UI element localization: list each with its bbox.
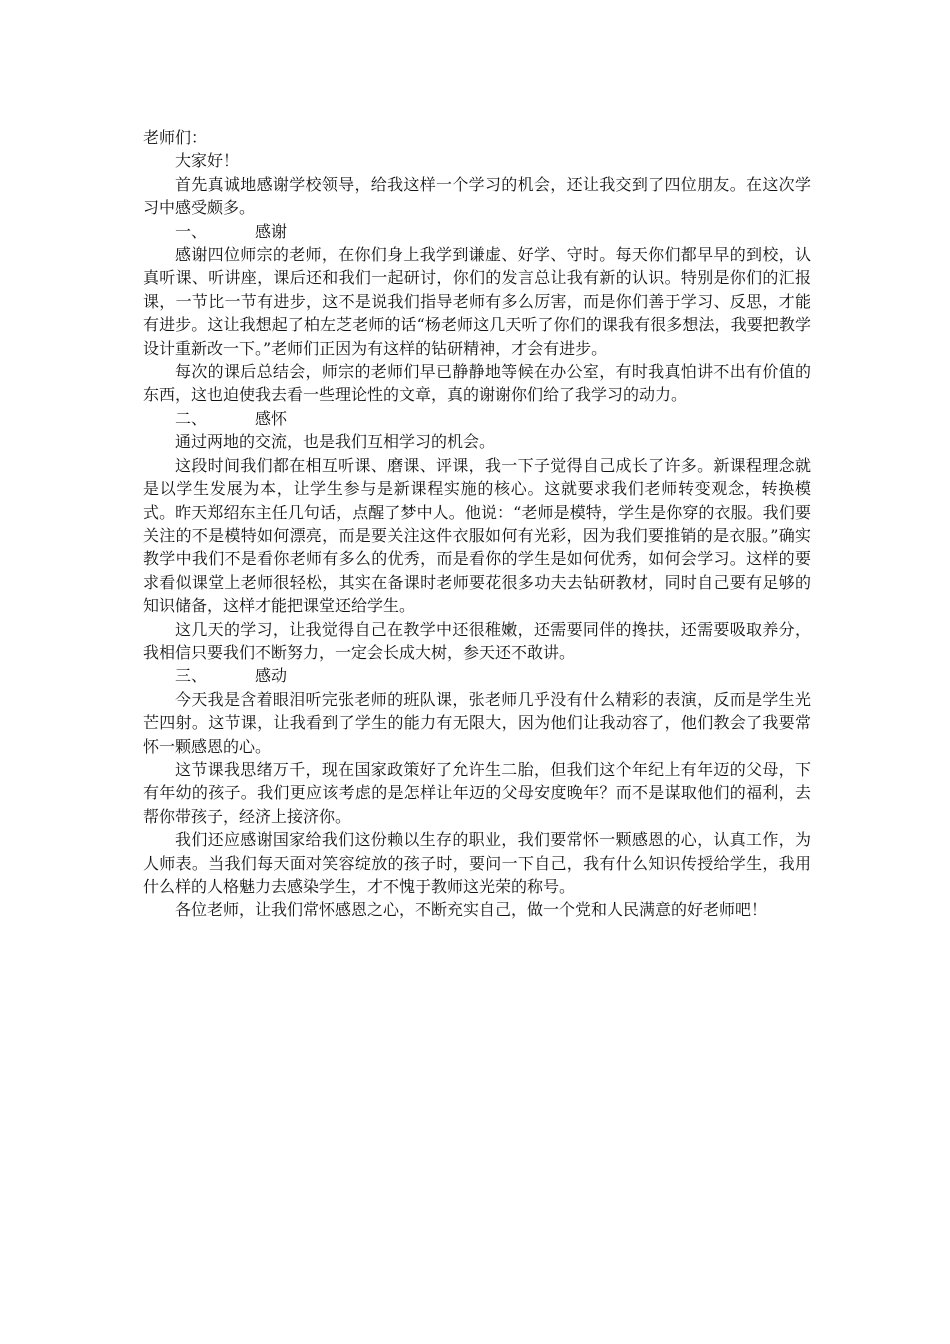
section-number: 二、 — [175, 408, 208, 428]
section-heading-2 — [143, 407, 811, 430]
section-heading-1 — [143, 220, 811, 243]
salutation: 老师们： — [143, 128, 208, 147]
paragraph: 今天我是含着眼泪听完张老师的班队课，张老师几乎没有什么精彩的表演，反而是学生光芒四射。这节课，让我看到了学生的能力有无限大，因为他们让我动容了，他们教会了我要常怀一颗感恩的心。 — [143, 689, 811, 756]
paragraph: 这几天的学习，让我觉得自己在教学中还很稚嫩，还需要同伴的搀扶，还需要吸取养分，我相信只要我们不断努力，一定会长成大树，参天还不敢讲。 — [143, 619, 811, 662]
paragraph: 每次的课后总结会，师宗的老师们早已静静地等候在办公室，有时我真怕讲不出有价值的东西，这也迫使我去看一些理论性的文章，真的谢谢你们给了我学习的动力。 — [143, 362, 811, 405]
section-title: 感谢 — [255, 221, 288, 241]
section-heading-3 — [143, 664, 811, 687]
paragraph: 这段时间我们都在相互听课、磨课、评课，我一下子觉得自己成长了许多。新课程理念就是以学生发展为本，让学生参与是新课程实施的核心。这就要求我们老师转变观念，转换模式。昨天郑绍东主任几句话，点醒了梦中人。他说：“老师是模特，学生是你穿的衣服。我们要关注的不是模特如何漂亮，而是要关注这件衣服如何有光彩，因为我们要推销的是衣服。”确实教学中我们不是看你老师有多么的优秀，而是看你的学生是如何优秀，如何会学习。这样的要求看似课堂上老师很轻松，其实在备课时老师要花很多功夫去钻研教材，同时自己要有足够的知识储备，这样才能把课堂还给学生。 — [143, 455, 811, 616]
section-number: 一、 — [175, 221, 208, 241]
document-page — [143, 126, 811, 922]
greeting: 大家好！ — [175, 151, 240, 171]
paragraph: 感谢四位师宗的老师，在你们身上我学到谦虚、好学、守时。每天你们都早早的到校，认真听课、听讲座，课后还和我们一起研讨，你们的发言总让我有新的认识。特别是你们的汇报课，一节比一节有进步，这不是说我们指导老师有多么厉害，而是你们善于学习、反思，才能有进步。这让我想起了柏左芝老师的话“杨老师这几天听了你们的课我有很多想法，我要把教学设计重新改一下。”老师们正因为有这样的钻研精神，才会有进步。 — [143, 245, 811, 358]
section-number: 三、 — [175, 666, 208, 686]
paragraph: 我们还应感谢国家给我们这份赖以生存的职业，我们要常怀一颗感恩的心，认真工作，为人师表。当我们每天面对笑容绽放的孩子时，要问一下自己，我有什么知识传授给学生，我用什么样的人格魅力去感染学生，才不愧于教师这光荣的称号。 — [143, 830, 811, 896]
paragraph: 通过两地的交流，也是我们互相学习的机会。 — [175, 432, 496, 452]
section-title: 感怀 — [255, 408, 288, 428]
closing-paragraph: 各位老师，让我们常怀感恩之心，不断充实自己，做一个党和人民满意的好老师吧！ — [175, 900, 768, 920]
section-title: 感动 — [255, 666, 288, 686]
intro-paragraph: 首先真诚地感谢学校领导，给我这样一个学习的机会，还让我交到了四位朋友。在这次学习中感受颇多。 — [143, 174, 811, 218]
paragraph: 这节课我思绪万千，现在国家政策好了允许生二胎，但我们这个年纪上有年迈的父母，下有年幼的孩子。我们更应该考虑的是怎样让年迈的父母安度晚年？而不是谋取他们的福利，去帮你带孩子，经济上接济你。 — [143, 759, 811, 826]
